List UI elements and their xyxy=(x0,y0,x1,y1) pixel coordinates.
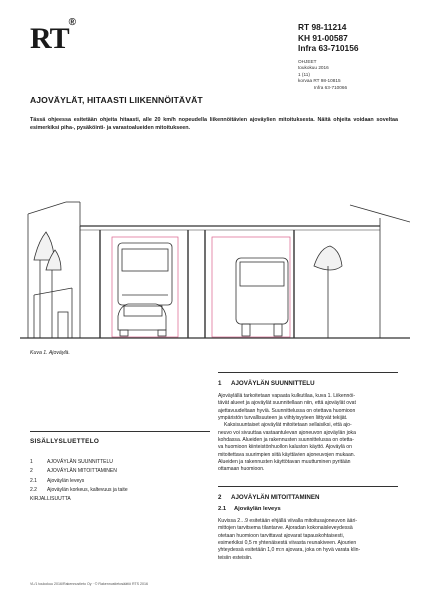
meta-date: toukokuu 2016 xyxy=(298,65,329,71)
code-rt: RT 98-11214 xyxy=(298,22,347,32)
document-codes xyxy=(298,22,359,54)
intro-paragraph: Tässä ohjeessa esitetään ohjeita hitaasti, alle 20 km/h nopeudella liikennöitävien ajoväylien mitoituksesta. Näitä ohjeita voidaan soveltaa esimerkiksi piha-, pysäköinti- ja varastoalueiden mitoitukseen. xyxy=(30,117,398,132)
page-footer: VL/1 toukokuu 2016/Rakennustieto Oy · © Rakennustietosäätiö RTS 2016 xyxy=(30,582,149,586)
section1-body: Ajoväylällä tarkoitetaan vapaata kulkutilaa, kuva 1. Liikennöi- tävät alueet ja ajoväylät suunnitellaan niin, että ajoväylät ovat ajettavuudeltaan hyviä. Suunnittelussa on otettava huomioon ympäristön turvallisuuteen ja viihtyisyyteen liittyvät tekijät. Kaksisuuntaiset ajoväylät mitoitetaan sellaisiksi, että ajo- neuvo voi sivuuttaa vastaantulevan ajoneuvon ajoväylän joka kohdassa. Alueiden ja rakennusten suunnittelussa on otetta- va huomioon kiinteistönhuollon kaluston käyttö. Ajoväylä on mitoitettava suurimpien siitä käyttävien ajoneuvojen mukaan. Alueiden ja rakennusten käyttötavan muuttuminen pyritään ottamaan huomioon. xyxy=(218,393,356,473)
toc-item[interactable]: 2.2 Ajoväylän korkeus, kaltevuus ja taite xyxy=(30,486,128,493)
section1-heading: 1 AJOVÄYLÄN SUUNNITTELU xyxy=(218,380,315,387)
meta-replaces-2: Infra 63-710066 xyxy=(314,84,348,90)
section2-heading: 2 AJOVÄYLÄN MITOITTAMINEN xyxy=(218,494,320,501)
toc-top-rule xyxy=(30,431,210,432)
section2-rule xyxy=(218,486,398,487)
table-of-contents xyxy=(30,458,128,504)
document-meta xyxy=(298,59,347,91)
code-kh: KH 91-00587 xyxy=(298,32,348,43)
code-infra: Infra 63-710156 xyxy=(298,43,359,53)
garage-illustration xyxy=(20,200,410,350)
toc-item[interactable]: KIRJALLISUUTTA xyxy=(30,496,71,503)
toc-item[interactable]: 2.1 Ajoväylän leveys xyxy=(30,477,85,484)
figure-caption: Kuva 1. Ajoväylä. xyxy=(30,350,70,356)
toc-item[interactable]: 1 AJOVÄYLÄN SUUNNITTELU xyxy=(30,459,113,465)
toc-title: SISÄLLYSLUETTELO xyxy=(30,438,100,445)
section2-1-body: Kuvissa 2…9 esitetään ehjällä viivalla mitoitusajoneuvon ääri- mittojen tarvitsema tilantarve. Ajoradan kokonaisleveydessä otetaan huomioon tarvittavat ajovarat tapauskohtaisesti, esimerkiksi 0,5 m yhtenäisestä viivasta reunakiveen. Ajourien yhteydessä esitetään 1,0 m:n ajovara, joka on hyvä varata klin- teisiin esteisiin. xyxy=(218,518,361,561)
toc-item[interactable]: 2 AJOVÄYLÄN MITOITTAMINEN xyxy=(30,468,117,475)
section1-rule xyxy=(218,372,398,373)
rt-logo: RT® xyxy=(30,17,76,55)
document-title: AJOVÄYLÄT, HITAASTI LIIKENNÖITÄVÄT xyxy=(30,95,203,105)
meta-type: OHJEET xyxy=(298,59,317,64)
section2-1-heading: 2.1 Ajoväylän leveys xyxy=(218,506,281,512)
meta-pages: 1 (11) xyxy=(298,71,310,77)
meta-replaces: korvaa RT 98-10815 xyxy=(298,78,341,84)
